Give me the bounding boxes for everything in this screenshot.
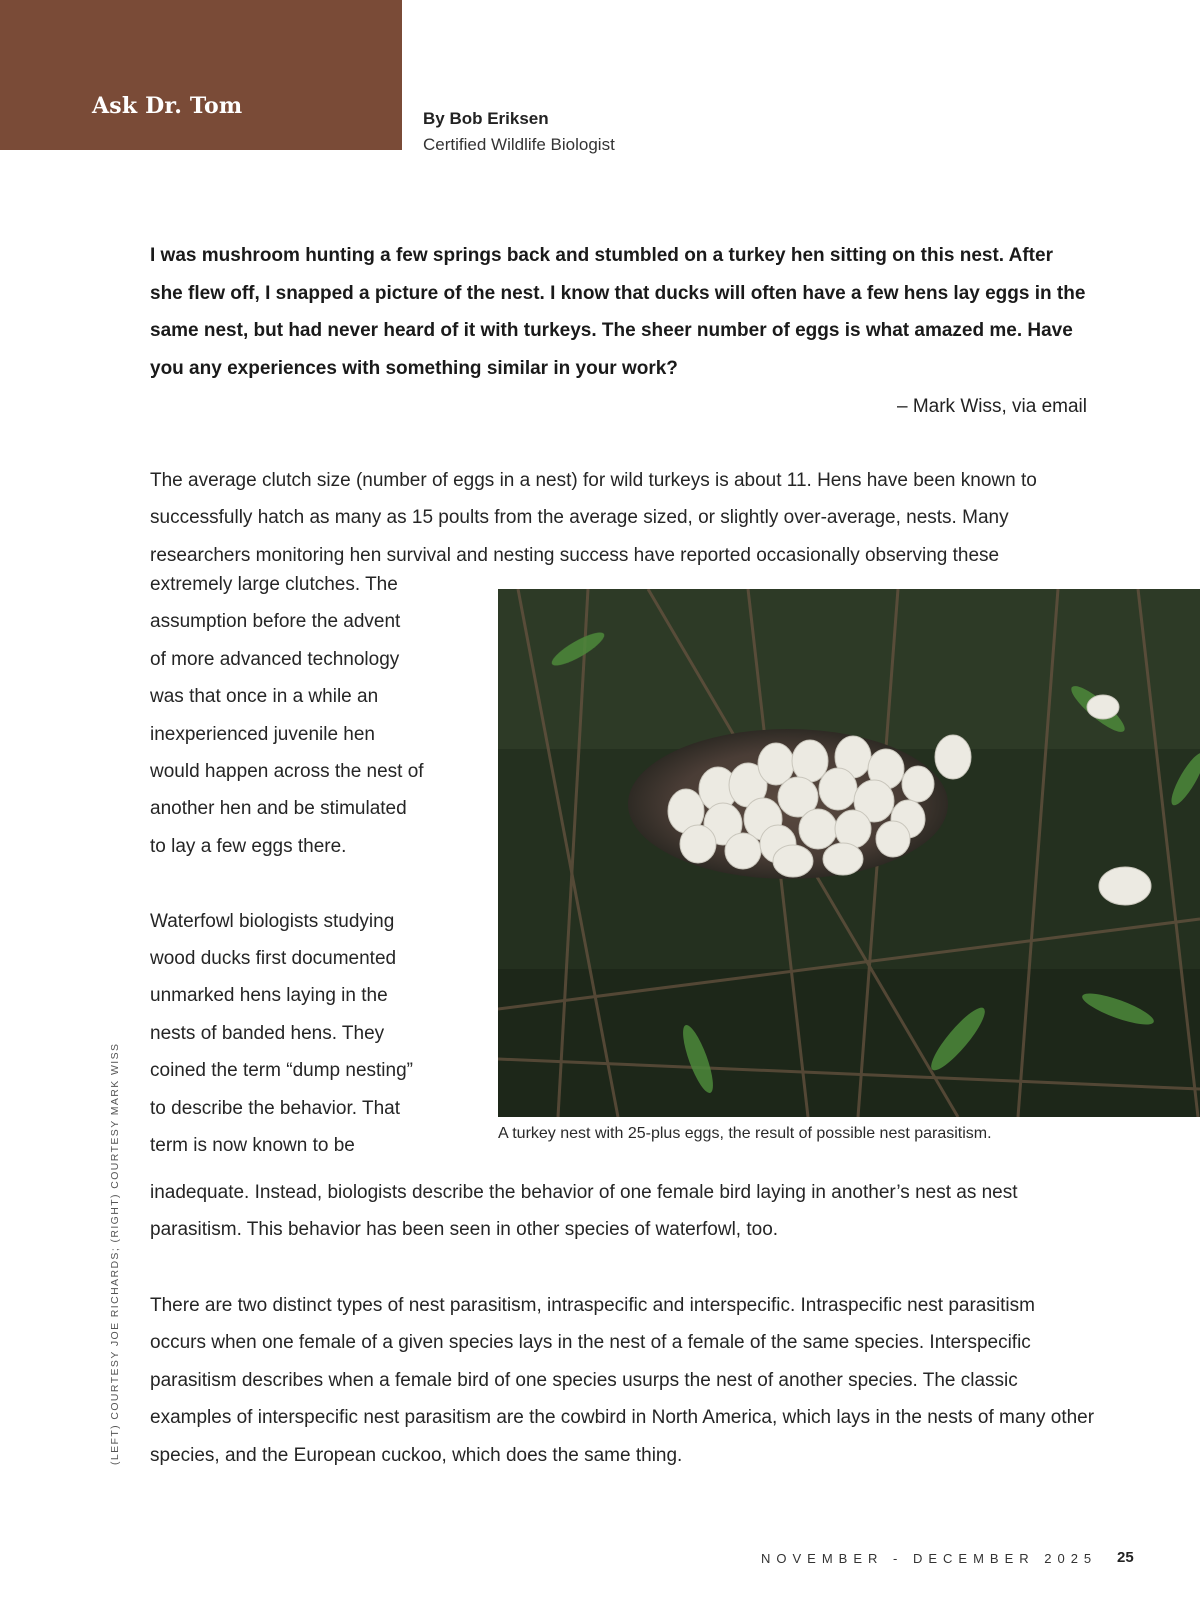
- wrapped-text-line: nests of banded hens. They: [150, 1022, 385, 1044]
- wrapped-text-line: coined the term “dump nesting”: [150, 1060, 413, 1082]
- reader-question: I was mushroom hunting a few springs back and stumbled on a turkey hen sitting on this nest. After she flew off, I snapped a picture of the nest. I know that ducks will often have a few hens lay eggs in the same nest, but had never heard of it with turkeys. The sheer number of eggs is what amazed me. Have you any experiences with something similar in your work?: [150, 245, 1086, 379]
- author-title: Certified Wildlife Biologist: [423, 135, 615, 154]
- wrapped-text-line: unmarked hens laying in the: [150, 985, 388, 1007]
- wrapped-text-line: to lay a few eggs there.: [150, 835, 347, 857]
- nest-photo: [498, 589, 1200, 1117]
- wrapped-text-line: assumption before the advent: [150, 611, 401, 633]
- turkey-nest-image: [498, 589, 1200, 1117]
- wrapped-text-line: Waterfowl biologists studying: [150, 910, 395, 932]
- byline: [423, 106, 615, 158]
- photo-credit: (LEFT) COURTESY JOE RICHARDS; (RIGHT) COURTESY MARK WISS: [109, 1042, 121, 1465]
- answer-paragraph-1: The average clutch size (number of eggs in a nest) for wild turkeys is about 11. Hens have been known to successfully hatch as many as 15 poults from the average sized, or slightly over-average, nests. Many researchers monitoring hen survival and nesting success have reported occasionally observing these: [150, 470, 1037, 566]
- wrapped-text-line: inexperienced juvenile hen: [150, 723, 375, 745]
- question-attribution: – Mark Wiss, via email: [896, 396, 1087, 417]
- wrapped-text-line: would happen across the nest of: [150, 761, 424, 782]
- answer-paragraph-4: There are two distinct types of nest parasitism, intraspecific and interspecific. Intraspecific nest parasitism occurs when one female of a given species lays in the nest of a female of the same species. Interspecific parasitism describes when a female bird of one species usurps the nest of another species. The classic examples of interspecific nest parasitism are the cowbird in North America, which lays in the nests of many other species, and the European cuckoo, which does the same thing.: [150, 1295, 1095, 1466]
- column-title: Ask Dr. Tom: [92, 93, 243, 119]
- answer-paragraph-2-continued: inadequate. Instead, biologists describe the behavior of one female bird laying in another’s nest as nest parasitism. This behavior has been seen in other species of waterfowl, too.: [150, 1182, 1018, 1241]
- wrapped-text-line: wood ducks first documented: [150, 948, 397, 969]
- photo-caption: A turkey nest with 25-plus eggs, the result of possible nest parasitism.: [498, 1125, 992, 1142]
- issue-date: NOVEMBER - DECEMBER 2025: [761, 1551, 1098, 1566]
- author-name: By Bob Eriksen: [423, 109, 549, 128]
- wrapped-text-line: to describe the behavior. That: [150, 1097, 400, 1119]
- page-number: 25: [1117, 1549, 1134, 1566]
- wrapped-text-line: was that once in a while an: [150, 686, 379, 708]
- wrapped-text-line: another hen and be stimulated: [150, 798, 407, 820]
- column-banner: [0, 0, 402, 150]
- wrapped-text-line: of more advanced technology: [150, 648, 400, 670]
- wrapped-text-line: extremely large clutches. The: [150, 574, 398, 595]
- wrapped-text-line: term is now known to be: [150, 1135, 355, 1156]
